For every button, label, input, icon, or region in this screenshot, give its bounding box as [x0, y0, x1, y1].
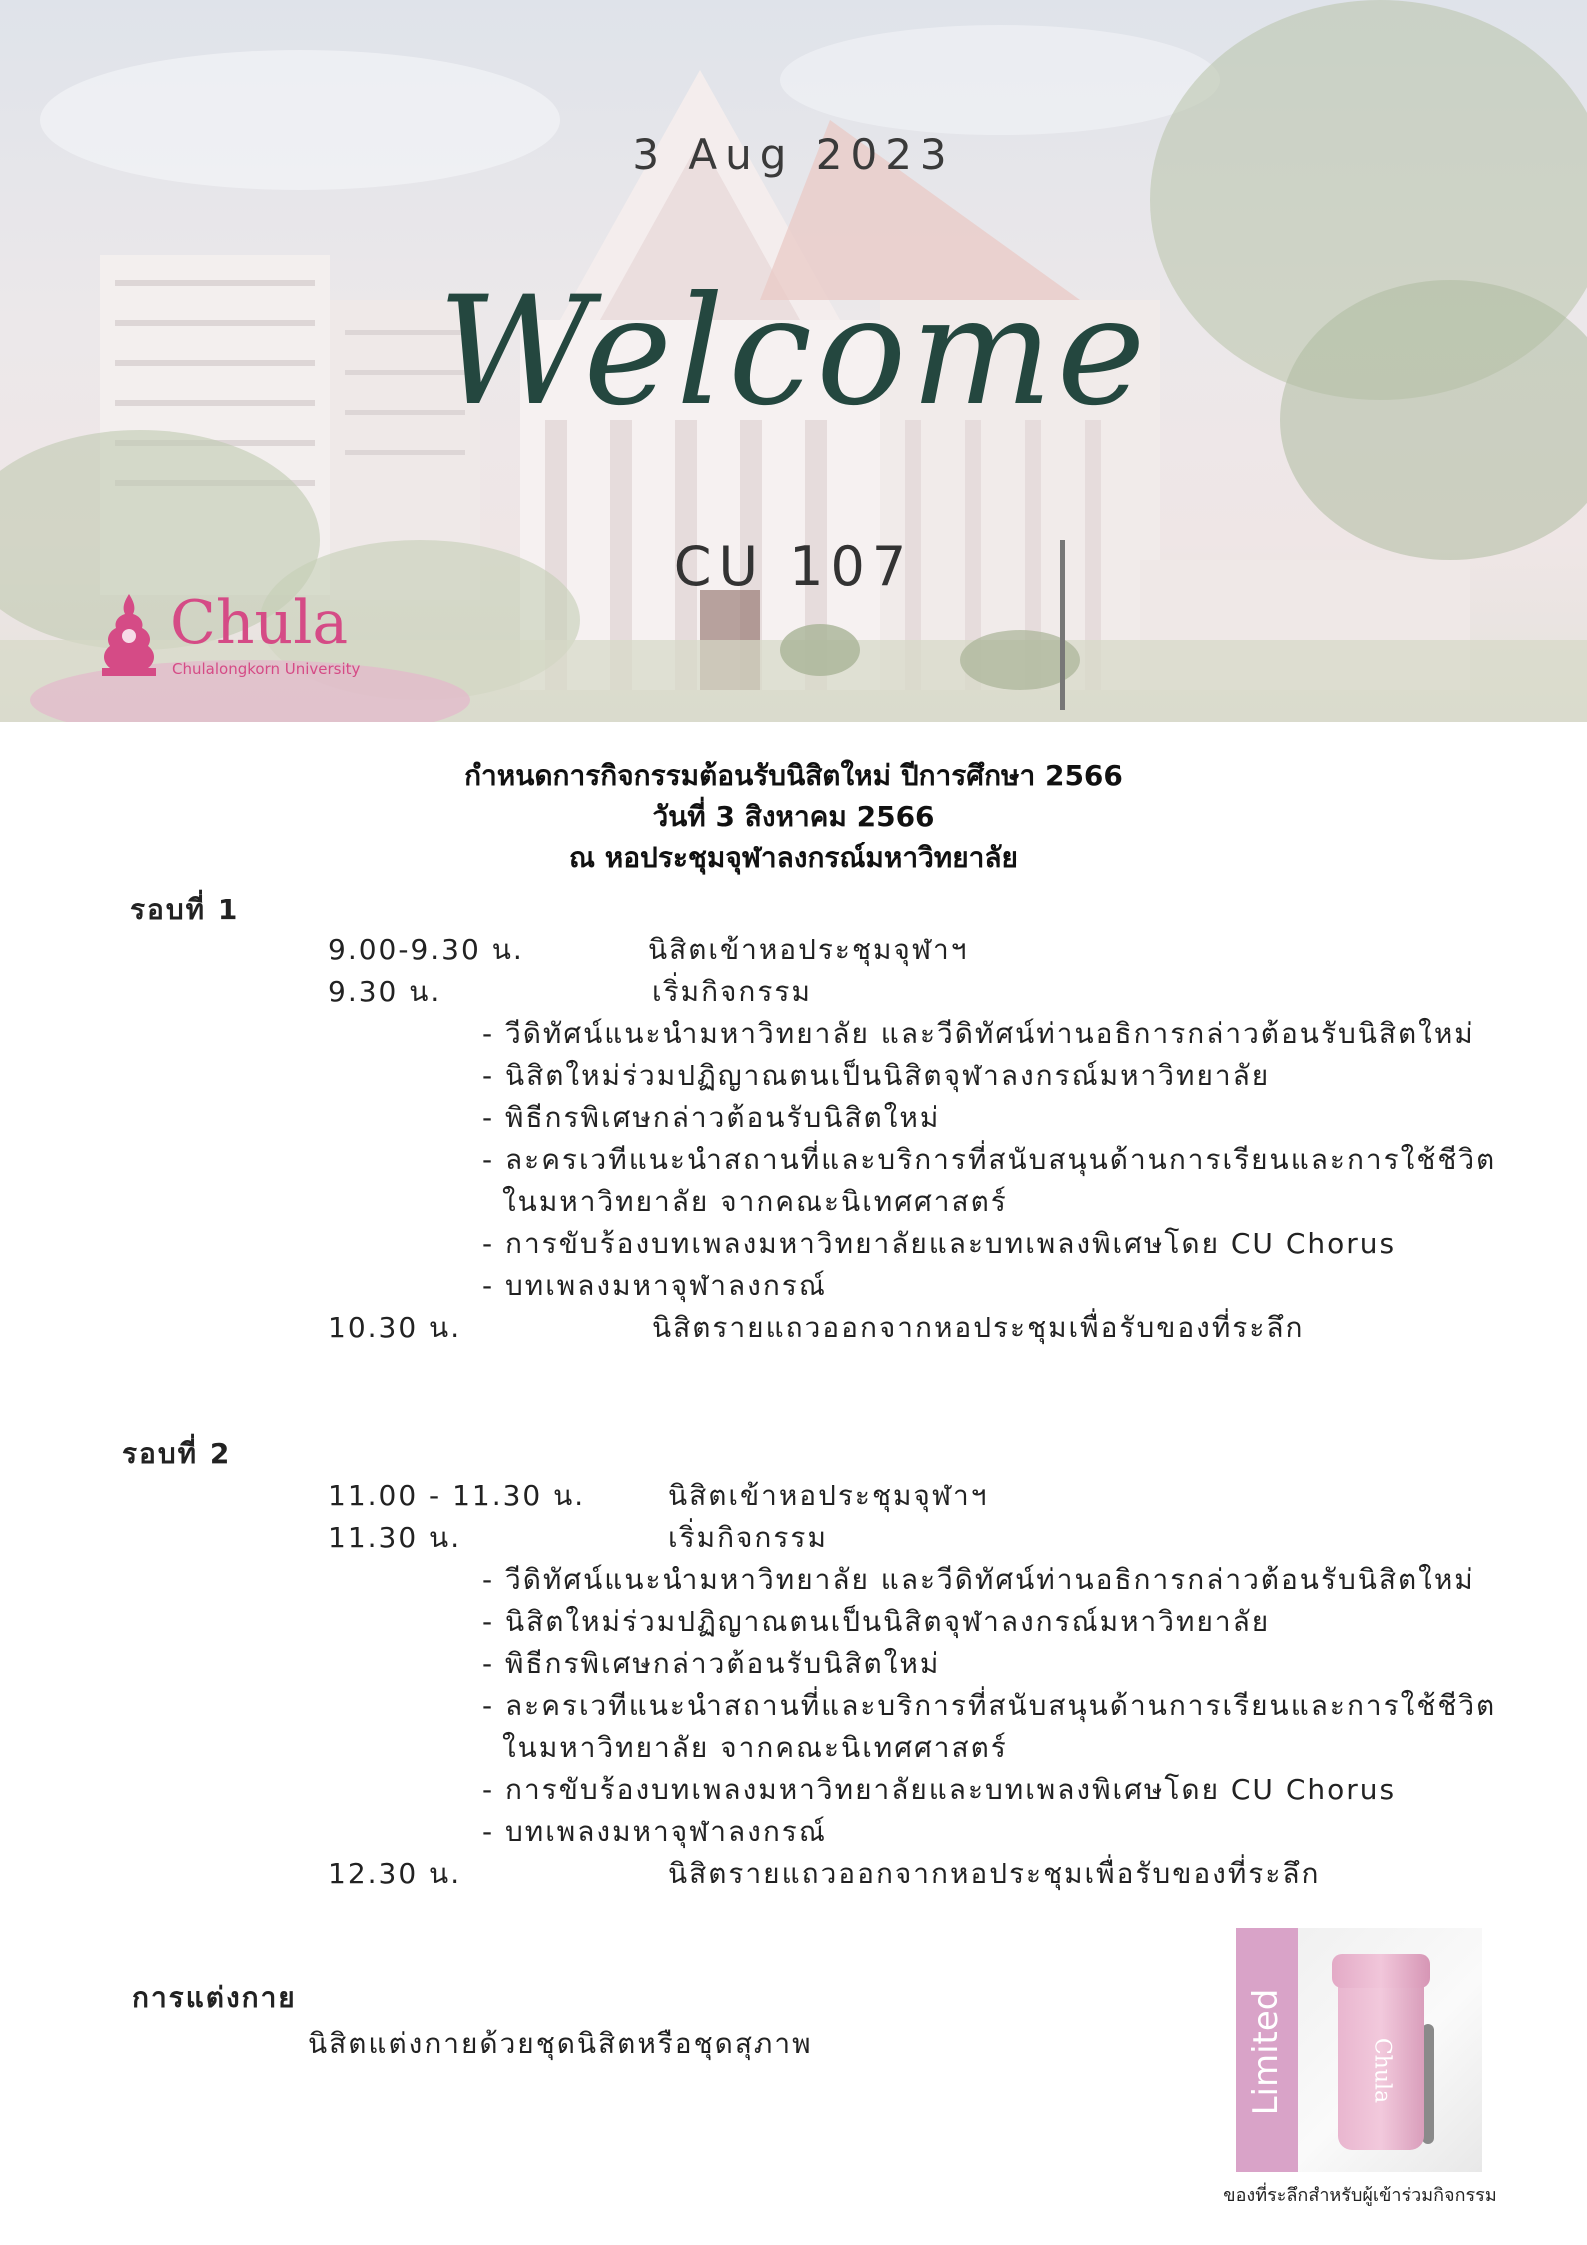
round2-item: - พิธีกรพิเศษกล่าวต้อนรับนิสิตใหม่: [482, 1647, 941, 1680]
schedule-date: วันที่ 3 สิงหาคม 2566: [652, 800, 935, 833]
souvenir-caption: ของที่ระลึกสำหรับผู้เข้าร่วมกิจกรรม: [1223, 2185, 1497, 2206]
round1-item: - นิสิตใหม่ร่วมปฏิญาณตนเป็นนิสิตจุฬาลงกรณ์มหาวิทยาลัย: [482, 1059, 1271, 1092]
round1-event2: เริ่มกิจกรรม: [652, 975, 812, 1008]
event-code: CU 107: [673, 535, 914, 598]
round2-time2: 11.30 น.: [328, 1521, 462, 1554]
round1-item: - การขับร้องบทเพลงมหาวิทยาลัยและบทเพลงพิเศษโดย CU Chorus: [482, 1227, 1397, 1260]
round2-item: ในมหาวิทยาลัย จากคณะนิเทศศาสตร์: [502, 1731, 1008, 1764]
round2-item: - บทเพลงมหาจุฬาลงกรณ์: [482, 1815, 827, 1848]
round2-item: - การขับร้องบทเพลงมหาวิทยาลัยและบทเพลงพิเศษโดย CU Chorus: [482, 1773, 1397, 1806]
round1-item: - วีดิทัศน์แนะนำมหาวิทยาลัย และวีดิทัศน์ท่านอธิการกล่าวต้อนรับนิสิตใหม่: [482, 1017, 1475, 1050]
limited-label: Limited: [1246, 1988, 1286, 2116]
round2-time3: 12.30 น.: [328, 1857, 462, 1890]
round1-title: รอบที่ 1: [130, 893, 240, 926]
round2-time1: 11.00 - 11.30 น.: [328, 1479, 586, 1512]
event-date: 3 Aug 2023: [632, 130, 955, 179]
round1-event1: นิสิตเข้าหอประชุมจุฬาฯ: [648, 933, 969, 966]
round2-title: รอบที่ 2: [122, 1437, 232, 1470]
round2-item: - วีดิทัศน์แนะนำมหาวิทยาลัย และวีดิทัศน์ท่านอธิการกล่าวต้อนรับนิสิตใหม่: [482, 1563, 1475, 1596]
round2-event1: นิสิตเข้าหอประชุมจุฬาฯ: [668, 1479, 989, 1512]
dress-code-title: การแต่งกาย: [132, 1981, 297, 2014]
chula-subtitle: Chulalongkorn University: [172, 660, 361, 678]
round1-item: - บทเพลงมหาจุฬาลงกรณ์: [482, 1269, 827, 1302]
souvenir-image: [1236, 1928, 1482, 2172]
chula-logo: [92, 590, 372, 680]
round1-item: - ละครเวทีแนะนำสถานที่และบริการที่สนับสนุนด้านการเรียนและการใช้ชีวิต: [482, 1143, 1497, 1176]
round1-time3: 10.30 น.: [328, 1311, 462, 1344]
bottle-brand: Chula: [1369, 2037, 1395, 2104]
round2-item: - นิสิตใหม่ร่วมปฏิญาณตนเป็นนิสิตจุฬาลงกรณ์มหาวิทยาลัย: [482, 1605, 1271, 1638]
bottle-cap: [1332, 1954, 1430, 1988]
welcome-title: Welcome: [437, 265, 1150, 439]
round1-event3: นิสิตรายแถวออกจากหอประชุมเพื่อรับของที่ระลึก: [652, 1311, 1305, 1344]
chula-emblem-icon: [92, 590, 166, 682]
round1-time2: 9.30 น.: [328, 975, 442, 1008]
dress-code-text: นิสิตแต่งกายด้วยชุดนิสิตหรือชุดสุภาพ: [308, 2027, 813, 2060]
round1-time1: 9.00-9.30 น.: [328, 933, 524, 966]
schedule-venue: ณ หอประชุมจุฬาลงกรณ์มหาวิทยาลัย: [569, 841, 1018, 874]
round1-item: ในมหาวิทยาลัย จากคณะนิเทศศาสตร์: [502, 1185, 1008, 1218]
round2-event3: นิสิตรายแถวออกจากหอประชุมเพื่อรับของที่ระลึก: [668, 1857, 1321, 1890]
hero-banner: [0, 0, 1587, 722]
round2-event2: เริ่มกิจกรรม: [668, 1521, 828, 1554]
schedule-heading: กำหนดการกิจกรรมต้อนรับนิสิตใหม่ ปีการศึกษา 2566: [464, 759, 1123, 792]
round2-item: - ละครเวทีแนะนำสถานที่และบริการที่สนับสนุนด้านการเรียนและการใช้ชีวิต: [482, 1689, 1497, 1722]
round1-item: - พิธีกรพิเศษกล่าวต้อนรับนิสิตใหม่: [482, 1101, 941, 1134]
chula-wordmark: Chula: [170, 588, 349, 658]
